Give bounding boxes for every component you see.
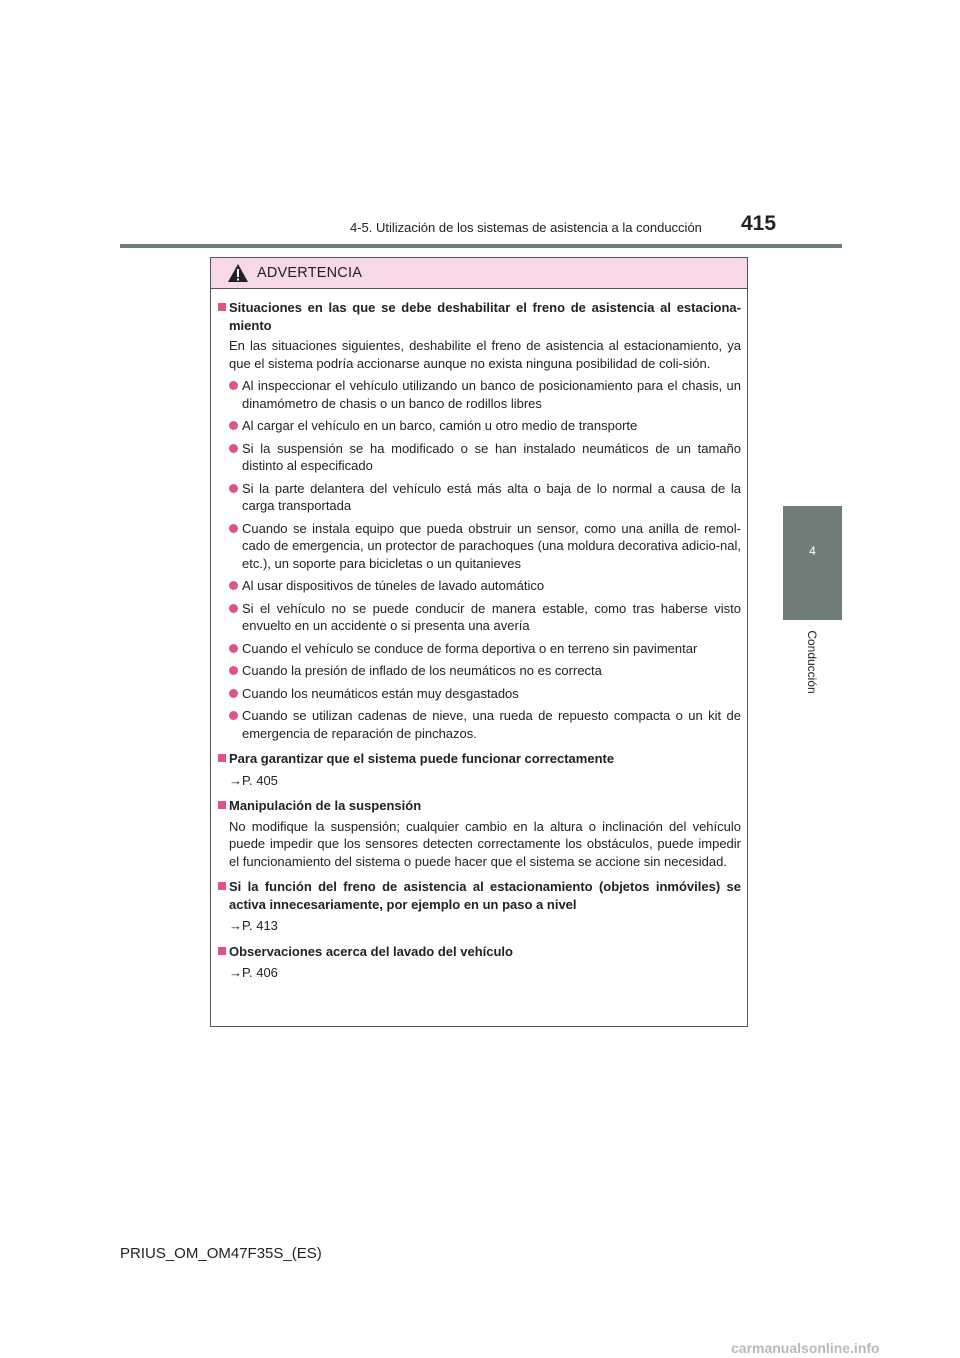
list-item-text: Cuando los neumáticos están muy desgastados xyxy=(242,685,519,701)
circle-bullet-icon xyxy=(229,689,238,698)
section-title: Manipulación de la suspensión xyxy=(229,798,422,813)
circle-bullet-icon xyxy=(229,524,238,533)
warning-body xyxy=(211,289,747,982)
square-bullet-icon xyxy=(218,882,226,890)
warning-title: ADVERTENCIA xyxy=(257,265,363,281)
list-item-text: Cuando se utilizan cadenas de nieve, una rueda de repuesto compacta o un kit de emergencia de reparación de pinchazos. xyxy=(242,708,741,741)
warning-section xyxy=(218,943,741,982)
list-item-text: Cuando se instala equipo que pueda obstruir un sensor, como una anilla de remol-cado de emergencia, un protector de parachoques (una moldura decorativa adicio-nal, etc.), un soporte para bicicletas o un quitanieves xyxy=(242,520,741,571)
list-item xyxy=(229,600,741,635)
circle-bullet-icon xyxy=(229,444,238,453)
section-title: Para garantizar que el sistema puede funcionar correctamente xyxy=(229,751,615,766)
list-item xyxy=(229,520,741,573)
list-item xyxy=(229,440,741,475)
list-item-text: Cuando la presión de inflado de los neumáticos no es correcta xyxy=(242,663,602,678)
list-item-text: Si la suspensión se ha modificado o se han instalado neumáticos de un tamaño distinto al especificado xyxy=(242,440,741,473)
chapter-tab-number: 4 xyxy=(809,544,816,558)
page-reference: →P. 405 xyxy=(229,772,278,788)
list-item xyxy=(229,685,741,703)
square-bullet-icon xyxy=(218,801,226,809)
square-bullet-icon xyxy=(218,303,226,311)
circle-bullet-icon xyxy=(229,484,238,493)
warning-section xyxy=(218,750,741,789)
list-item-text: Cuando el vehículo se conduce de forma deportiva o en terreno sin pavimentar xyxy=(242,640,698,656)
list-item xyxy=(229,707,741,742)
list-item-text: Al usar dispositivos de túneles de lavado automático xyxy=(242,578,545,593)
circle-bullet-icon xyxy=(229,644,238,653)
page-reference: →P. 406 xyxy=(229,965,278,980)
warning-section xyxy=(218,299,741,742)
header-section-title: 4-5. Utilización de los sistemas de asistencia a la conducción xyxy=(350,220,702,235)
circle-bullet-icon xyxy=(229,421,238,430)
list-item-text: Si la parte delantera del vehículo está más alta o baja de lo normal a causa de la carga transportada xyxy=(242,480,741,513)
circle-bullet-icon xyxy=(229,604,238,613)
list-item xyxy=(229,662,741,680)
circle-bullet-icon xyxy=(229,381,238,390)
chapter-tab xyxy=(783,506,842,620)
warning-section xyxy=(218,797,741,870)
warning-triangle-icon xyxy=(227,263,249,283)
footer-document-code: PRIUS_OM_OM47F35S_(ES) xyxy=(120,1245,322,1262)
section-title: Si la función del freno de asistencia al estacionamiento (objetos inmóviles) se activa innecesariamente, por ejemplo en un paso a nivel xyxy=(229,879,741,912)
list-item-text: Si el vehículo no se puede conducir de manera estable, como tras haberse visto envuelto en un accidente o si presenta una avería xyxy=(242,600,741,633)
square-bullet-icon xyxy=(218,754,226,762)
warning-section xyxy=(218,878,741,935)
warning-box xyxy=(210,257,748,1027)
list-item xyxy=(229,480,741,515)
circle-bullet-icon xyxy=(229,711,238,720)
circle-bullet-icon xyxy=(229,666,238,675)
section-text: En las situaciones siguientes, deshabilite el freno de asistencia al estacionamiento, ya que el sistema podría accionarse aunque no exista ninguna posibilidad de coli-sión. xyxy=(229,338,741,371)
warning-header xyxy=(211,258,747,289)
square-bullet-icon xyxy=(218,947,226,955)
list-item xyxy=(229,377,741,412)
list-item xyxy=(229,417,741,435)
section-title: Observaciones acerca del lavado del vehículo xyxy=(229,943,513,959)
section-text: No modifique la suspensión; cualquier cambio en la altura o inclinación del vehículo puede impedir que los sensores detecten correctamente los obstáculos, puede impedir el funcionamiento del sistema o puede hacer que el sistema se accione sin necesidad. xyxy=(229,818,741,869)
header-rule xyxy=(120,244,842,248)
list-item xyxy=(229,640,741,658)
page-number: 415 xyxy=(741,212,777,235)
page-reference: →P. 413 xyxy=(229,918,278,933)
list-item-text: Al inspeccionar el vehículo utilizando un banco de posicionamiento para el chasis, un dinamómetro de chasis o un banco de rodillos libres xyxy=(242,378,741,411)
list-item-text: Al cargar el vehículo en un barco, camión u otro medio de transporte xyxy=(242,418,638,433)
list-item xyxy=(229,577,741,595)
watermark: carmanualsonline.info xyxy=(731,1340,880,1356)
circle-bullet-icon xyxy=(229,581,238,590)
section-title: Situaciones en las que se debe deshabilitar el freno de asistencia al estaciona-miento xyxy=(229,300,741,333)
chapter-tab-label: Conducción xyxy=(805,630,819,694)
